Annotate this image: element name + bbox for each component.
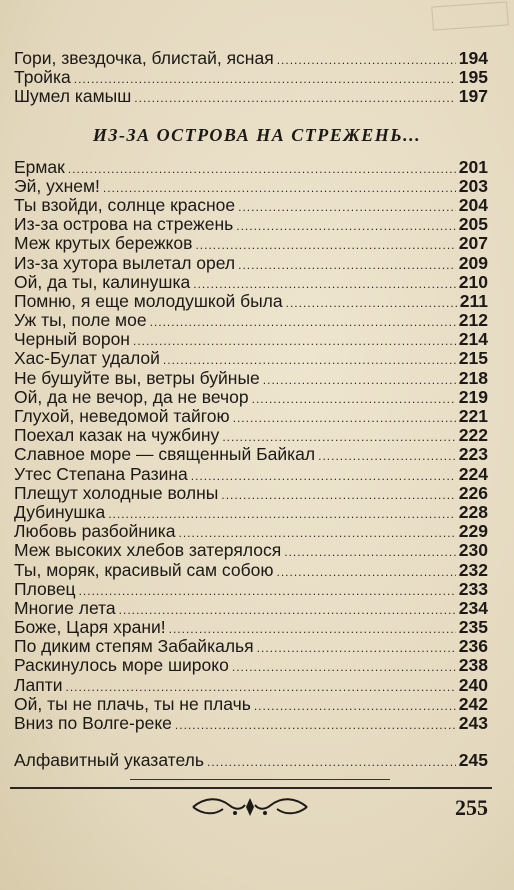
dot-leader — [79, 582, 456, 601]
toc-entry-page: 203 — [458, 175, 488, 196]
dot-leader — [133, 332, 456, 351]
toc-entry-page: 224 — [458, 463, 488, 484]
dot-leader — [238, 256, 456, 275]
toc-entry-page: 210 — [458, 271, 488, 292]
toc-entry-title: Эй, ухнем! — [14, 175, 100, 196]
toc-entry-title: Лапти — [14, 674, 63, 695]
toc-entry-title: Ты, моряк, красивый сам собою — [14, 559, 274, 580]
toc-top-group — [14, 49, 488, 107]
toc-entry[interactable] — [14, 349, 488, 368]
toc-entry-page: 211 — [459, 290, 488, 311]
dot-leader — [277, 51, 456, 70]
toc-entry[interactable] — [14, 311, 488, 330]
toc-entry-page: 194 — [458, 48, 488, 68]
toc-entry-page: 242 — [458, 693, 488, 714]
toc-entry-title: Меж крутых бережков — [14, 233, 193, 254]
dot-leader — [221, 486, 455, 505]
toc-entry-page: 212 — [458, 310, 488, 331]
dot-leader — [150, 313, 456, 332]
toc-entry[interactable] — [14, 49, 488, 68]
toc-entry-page: 233 — [458, 578, 488, 599]
toc-entry[interactable] — [14, 87, 488, 106]
toc-entry[interactable] — [14, 503, 488, 522]
toc-entry-page: 229 — [458, 521, 488, 542]
dot-leader — [232, 658, 456, 677]
toc-entry-page: 204 — [458, 194, 488, 215]
toc-entry-page: 238 — [458, 655, 488, 676]
toc-entry[interactable] — [14, 273, 488, 292]
toc-entry-page: 205 — [458, 214, 488, 235]
dot-leader — [257, 639, 456, 658]
toc-entry[interactable] — [14, 465, 488, 484]
dot-leader — [68, 160, 456, 179]
toc-entry-page: 201 — [458, 156, 488, 177]
toc-entry-title: Меж высоких хлебов затерялося — [14, 540, 282, 561]
toc-entry[interactable] — [14, 68, 488, 87]
toc-entry-page: 222 — [458, 425, 488, 446]
toc-entry-title: Алфавитный указатель — [14, 750, 204, 771]
dot-leader — [276, 563, 455, 582]
toc-entry[interactable] — [14, 330, 488, 349]
toc-entry-title: Раскинулось море широко — [14, 655, 229, 676]
toc-entry[interactable] — [14, 407, 488, 426]
toc-entry-page: 223 — [458, 444, 488, 465]
dot-leader — [175, 716, 456, 735]
toc-entry[interactable] — [14, 618, 488, 637]
toc-entry[interactable] — [14, 215, 488, 234]
toc-entry-title: Любовь разбойника — [14, 521, 176, 542]
toc-entry-page: 234 — [458, 597, 488, 618]
toc-entry[interactable] — [14, 426, 488, 445]
toc-entry-page: 219 — [458, 386, 488, 407]
toc-entry-page: 209 — [458, 252, 488, 273]
dot-leader — [191, 467, 456, 486]
toc-entry[interactable] — [14, 541, 488, 560]
toc-entry[interactable] — [14, 695, 488, 714]
toc-entry-title: Шумел камыш — [14, 86, 132, 107]
toc-entry-page: 235 — [458, 617, 488, 638]
toc-entry-title: Плещут холодные волны — [14, 482, 219, 503]
toc-entry[interactable] — [14, 522, 488, 541]
page-number: 255 — [455, 795, 488, 820]
toc-entry-title: Утес Степана Разина — [14, 463, 188, 484]
toc-entry-title: Многие лета — [14, 597, 116, 618]
dot-leader — [207, 753, 456, 772]
toc-entry[interactable] — [14, 656, 488, 675]
toc-entry[interactable] — [14, 637, 488, 656]
toc-entry[interactable] — [14, 369, 488, 388]
dot-leader — [238, 198, 456, 217]
toc-entry[interactable] — [14, 388, 488, 407]
toc-entry-page: 218 — [458, 367, 488, 388]
toc-entry-title: Помню, я еще молодушкой была — [14, 290, 283, 311]
toc-entry-page: 236 — [458, 636, 488, 657]
toc-entry-page: 215 — [458, 348, 488, 369]
toc-entry[interactable] — [14, 234, 488, 253]
toc-entry-title: Черный ворон — [14, 329, 130, 350]
toc-entry-page: 232 — [458, 559, 488, 580]
toc-entry[interactable] — [14, 445, 488, 464]
toc-section-group — [14, 158, 488, 734]
dot-leader — [254, 697, 456, 716]
footer-rule — [10, 787, 492, 789]
toc-entry-page: 207 — [458, 233, 488, 254]
toc-entry-page: 214 — [458, 329, 488, 350]
toc-entry[interactable] — [14, 580, 488, 599]
toc-entry-title: Из-за острова на стрежень — [14, 214, 234, 235]
toc-entry-title: Тройка — [14, 67, 71, 88]
table-of-contents — [14, 49, 488, 770]
toc-entry-title: Ой, да не вечор, да не вечор — [14, 386, 249, 407]
ornament-icon — [185, 793, 315, 821]
toc-entry-title: Ты взойди, солнце красное — [14, 194, 236, 215]
toc-entry-page: 221 — [458, 406, 488, 426]
dot-leader — [119, 601, 456, 620]
toc-entry-title: Славное море — священный Байкал — [14, 444, 316, 465]
toc-entry-page: 226 — [458, 482, 488, 503]
toc-entry-page: 245 — [458, 750, 488, 771]
dot-leader — [252, 390, 456, 409]
toc-entry[interactable] — [14, 292, 488, 311]
toc-entry-title: Ой, ты не плачь, ты не плачь — [14, 693, 251, 714]
dot-leader — [134, 89, 456, 108]
toc-entry-title: Боже, Царя храни! — [14, 617, 166, 638]
toc-entry-page: 195 — [458, 67, 488, 88]
toc-entry[interactable] — [14, 158, 488, 177]
dot-leader — [286, 294, 457, 313]
toc-entry-page: 240 — [458, 674, 488, 695]
toc-entry-title: Пловец — [14, 578, 76, 599]
toc-entry-title: Не бушуйте вы, ветры буйные — [14, 367, 260, 388]
dot-leader — [233, 409, 456, 428]
toc-entry-title: Из-за хутора вылетал орел — [14, 252, 236, 273]
toc-entry-page: 243 — [458, 713, 488, 733]
toc-entry-title: Дубинушка — [14, 501, 106, 522]
toc-entry-page: 228 — [458, 501, 488, 522]
toc-entry-page: 230 — [458, 540, 488, 561]
toc-entry-title: По диким степям Забайкалья — [14, 636, 254, 657]
toc-entry-index[interactable] — [14, 751, 488, 770]
toc-entry[interactable] — [14, 714, 488, 733]
toc-entry[interactable] — [14, 561, 488, 580]
toc-entry-title: Гори, звездочка, блистай, ясная — [14, 48, 274, 68]
footer-thin-rule — [130, 779, 390, 780]
dot-leader — [318, 447, 456, 466]
dot-leader — [263, 371, 456, 390]
toc-entry-title: Ермак — [14, 156, 65, 177]
toc-entry-title: Ой, да ты, калинушка — [14, 271, 191, 292]
toc-entry[interactable] — [14, 484, 488, 503]
toc-entry-title: Вниз по Волге-реке — [14, 713, 172, 733]
dot-leader — [284, 543, 456, 562]
toc-entry[interactable] — [14, 196, 488, 215]
toc-entry[interactable] — [14, 676, 488, 695]
toc-entry-title: Хас-Булат удалой — [14, 348, 160, 369]
toc-entry-page: 197 — [458, 86, 488, 107]
section-heading: ИЗ-ЗА ОСТРОВА НА СТРЕЖЕНЬ... — [92, 124, 422, 145]
toc-entry[interactable] — [14, 177, 488, 196]
toc-entry[interactable] — [14, 599, 488, 618]
library-stamp — [431, 1, 508, 30]
dot-leader — [236, 217, 456, 236]
toc-entry-title: Уж ты, поле мое — [14, 310, 147, 331]
toc-entry[interactable] — [14, 254, 488, 273]
toc-entry-title: Глухой, неведомой тайгою — [14, 406, 230, 426]
toc-entry-title: Поехал казак на чужбину — [14, 425, 220, 446]
